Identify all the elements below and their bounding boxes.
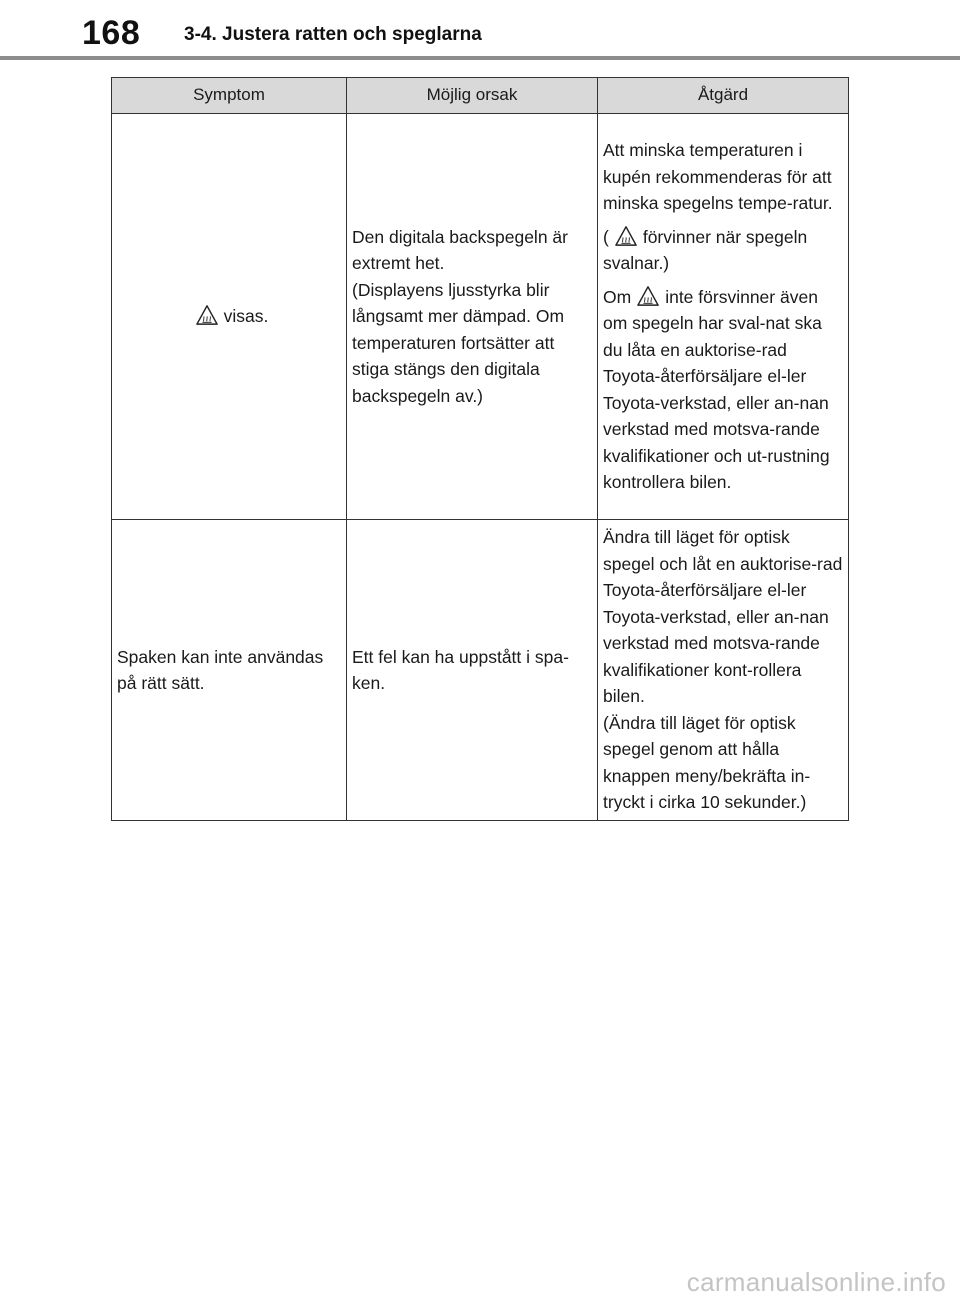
action-paragraph <box>603 284 843 496</box>
cause-detail: (Displayens ljusstyrka blir långsamt mer dämpad. Om temperaturen fortsätter att stiga stängs den digitala backspegeln av.) <box>352 279 565 406</box>
action-cell <box>598 520 849 821</box>
action-text: inte försvinner även om spegeln har sval-nat ska du låta en auktorise-rad Toyota-återförsäljare el-ler Toyota-verkstad, eller an-nan verkstad med motsva-rande kvalifikationer och ut-rustning kontrollera bilen. <box>603 286 830 493</box>
action-paragraph: Att minska temperaturen i kupén rekommenderas för att minska spegelns tempe-ratur. <box>603 140 833 214</box>
column-header-symptom: Symptom <box>112 78 347 114</box>
troubleshooting-table <box>111 77 849 821</box>
symptom-cell <box>112 114 347 520</box>
table-header-row <box>112 78 849 114</box>
page-number: 168 <box>82 14 141 52</box>
cause-text: Den digitala backspegeln är extremt het. <box>352 226 568 274</box>
action-paragraph: Ändra till läget för optisk spegel och låt en auktorise-rad Toyota-återförsäljare el-ler Toyota-verkstad, eller an-nan verkstad med motsva-rande kvalifikationer kont-rollera bilen. <box>603 527 843 707</box>
action-paragraph <box>603 224 843 277</box>
action-text-start: Om <box>603 286 632 307</box>
mirror-heater-warning-icon <box>637 285 659 307</box>
paren-open: ( <box>603 226 609 247</box>
column-header-cause: Möjlig orsak <box>347 78 598 114</box>
table-row <box>112 114 849 520</box>
action-text: förvinner när spegeln svalnar.) <box>603 226 808 274</box>
cause-cell <box>347 114 598 520</box>
cause-cell: Ett fel kan ha uppstått i spa-ken. <box>347 520 598 821</box>
watermark: carmanualsonline.info <box>686 1267 946 1297</box>
mirror-heater-warning-icon <box>615 225 637 247</box>
action-cell <box>598 114 849 520</box>
symptom-text: visas. <box>223 306 269 327</box>
table-row <box>112 520 849 821</box>
page-header <box>0 0 960 62</box>
action-paragraph: (Ändra till läget för optisk spegel genom att hålla knappen meny/bekräfta in-tryckt i cirka 10 sekunder.) <box>603 712 811 813</box>
column-header-action: Åtgärd <box>598 78 849 114</box>
mirror-heater-warning-icon <box>196 304 218 326</box>
section-title: 3-4. Justera ratten och speglarna <box>184 24 482 45</box>
header-divider <box>0 56 960 60</box>
symptom-cell: Spaken kan inte användas på rätt sätt. <box>112 520 347 821</box>
